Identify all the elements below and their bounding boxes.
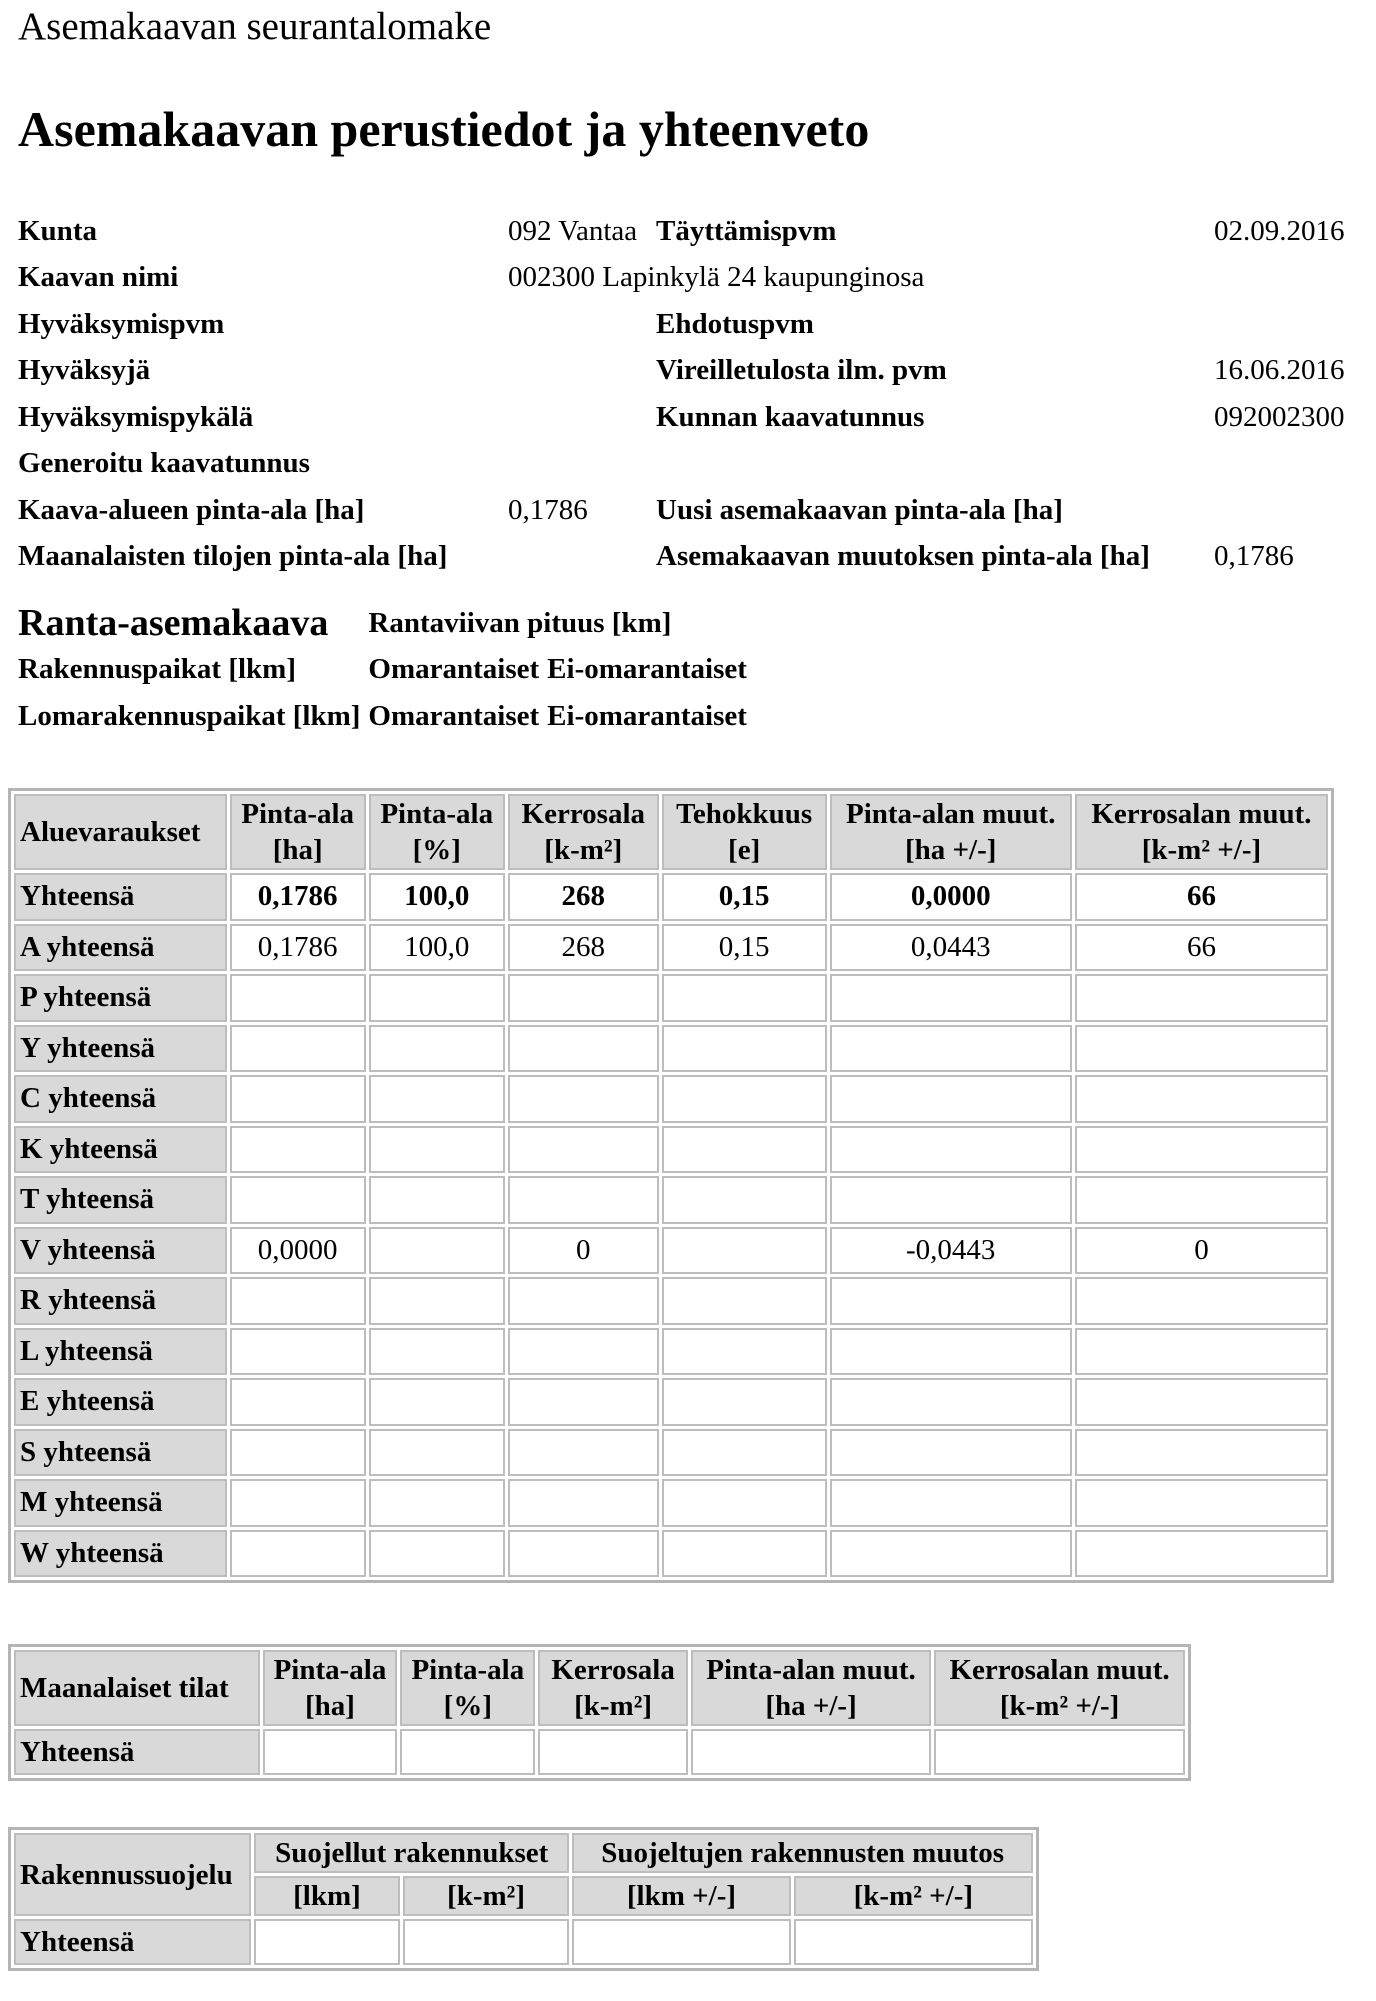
table-cell xyxy=(662,1530,827,1578)
table-cell xyxy=(794,1919,1033,1965)
hyvaksymispvm-label: Hyväksymispvm xyxy=(18,307,225,340)
table-cell xyxy=(369,1429,505,1477)
table-cell xyxy=(662,1378,827,1426)
row-label: E yhteensä xyxy=(14,1378,227,1426)
rakennuspaikat-label: Rakennuspaikat [lkm] xyxy=(18,653,296,686)
table-cell xyxy=(662,1277,827,1325)
kaavan-nimi-value: 002300 Lapinkylä 24 kaupunginosa xyxy=(508,261,925,294)
table-cell xyxy=(830,1277,1072,1325)
table-cell xyxy=(1075,1025,1328,1073)
table-cell xyxy=(508,1025,659,1073)
column-header xyxy=(934,1650,1185,1726)
column-header xyxy=(508,794,659,870)
header-line: Pinta-ala xyxy=(273,1654,387,1686)
maanalaiset-body xyxy=(14,1729,1185,1775)
table-cell xyxy=(369,1075,505,1123)
header-unit: [%] xyxy=(412,834,461,866)
ranta-row xyxy=(14,600,751,647)
row-label: C yhteensä xyxy=(14,1075,227,1123)
table-cell xyxy=(1075,1378,1328,1426)
table-cell xyxy=(830,1479,1072,1527)
lomarakennuspaikat-label: Lomarakennuspaikat [lkm] xyxy=(18,699,361,732)
row-label: S yhteensä xyxy=(14,1429,227,1477)
taytt-value: 02.09.2016 xyxy=(1214,214,1345,247)
table-cell xyxy=(230,1479,366,1527)
hyvaksyja-value xyxy=(504,348,652,395)
table-cell xyxy=(230,1176,366,1224)
table-cell xyxy=(830,1328,1072,1376)
table-cell: 0,15 xyxy=(662,924,827,972)
table-cell xyxy=(662,1429,827,1477)
kaava-ala-value: 0,1786 xyxy=(508,493,588,526)
header-unit: [ha] xyxy=(272,834,323,866)
row-label: R yhteensä xyxy=(14,1277,227,1325)
table-row xyxy=(14,1277,1328,1325)
kunnan-tunnus-value: 092002300 xyxy=(1214,400,1345,433)
table-cell xyxy=(1075,1126,1328,1174)
table-cell xyxy=(230,1328,366,1376)
table-cell xyxy=(572,1919,790,1965)
table-cell xyxy=(830,1126,1072,1174)
kunta-value: 092 Vantaa xyxy=(508,214,638,247)
aluevaraukset-table xyxy=(8,788,1334,1583)
row-label: Yhteensä xyxy=(14,1919,251,1965)
table-cell: -0,0443 xyxy=(830,1227,1072,1275)
ranta-row xyxy=(14,693,751,740)
table-cell xyxy=(369,1328,505,1376)
table-cell xyxy=(830,1378,1072,1426)
header-line: Pinta-alan muut. xyxy=(706,1654,916,1686)
column-header: [lkm] xyxy=(254,1876,400,1916)
table-header-row xyxy=(14,794,1328,870)
table-cell: 0 xyxy=(508,1227,659,1275)
table-cell xyxy=(369,1176,505,1224)
table-cell xyxy=(369,1126,505,1174)
table-cell xyxy=(934,1729,1185,1775)
table-cell: 0,0000 xyxy=(230,1227,366,1275)
table-cell xyxy=(830,1025,1072,1073)
ei-omarantaiset-label: Ei-omarantaiset xyxy=(547,653,747,686)
table-cell xyxy=(369,1227,505,1275)
generoitu-value xyxy=(504,441,1356,488)
table-cell xyxy=(400,1729,535,1775)
table-row xyxy=(14,1126,1328,1174)
column-header: [k-m²] xyxy=(403,1876,569,1916)
table-row xyxy=(14,1075,1328,1123)
table-cell xyxy=(691,1729,931,1775)
table-cell: 0,1786 xyxy=(230,873,366,921)
table-cell xyxy=(1075,1328,1328,1376)
table-cell: 0,0000 xyxy=(830,873,1072,921)
column-header xyxy=(230,794,366,870)
table-cell: 268 xyxy=(508,873,659,921)
generoitu-label: Generoitu kaavatunnus xyxy=(18,447,310,480)
header-line: Pinta-ala xyxy=(411,1654,525,1686)
row-label: T yhteensä xyxy=(14,1176,227,1224)
table-row xyxy=(14,873,1328,921)
header-line: Kerrosalan muut. xyxy=(949,1654,1170,1686)
table-cell xyxy=(508,1429,659,1477)
row-label: Yhteensä xyxy=(14,1729,260,1775)
table-cell xyxy=(1075,1277,1328,1325)
column-header xyxy=(691,1650,931,1726)
table-cell xyxy=(230,1378,366,1426)
header-unit: [%] xyxy=(443,1690,492,1722)
table-cell xyxy=(662,1126,827,1174)
column-header xyxy=(662,794,827,870)
header-unit: [k-m²] xyxy=(544,834,623,866)
table-cell xyxy=(538,1729,688,1775)
omarantaiset-label: Omarantaiset xyxy=(368,653,540,686)
main-heading: Asemakaavan perustiedot ja yhteenveto xyxy=(18,101,870,157)
table-cell: 66 xyxy=(1075,873,1328,921)
info-row xyxy=(14,394,1356,441)
table-cell xyxy=(830,1176,1072,1224)
table-cell xyxy=(230,974,366,1022)
table-cell xyxy=(508,974,659,1022)
table-row xyxy=(14,1025,1328,1073)
header-line: Kerrosalan muut. xyxy=(1091,798,1312,830)
pykala-label: Hyväksymispykälä xyxy=(18,400,254,433)
table-cell xyxy=(1075,1075,1328,1123)
maanalaiset-table xyxy=(8,1644,1191,1781)
header-unit: [k-m²] xyxy=(574,1690,653,1722)
row-label: Yhteensä xyxy=(14,873,227,921)
basic-info-table xyxy=(14,208,1356,580)
suojeltujen-muutos-header: Suojeltujen rakennusten muutos xyxy=(572,1833,1033,1873)
ranta-title: Ranta-asemakaava xyxy=(18,602,329,645)
row-label: L yhteensä xyxy=(14,1328,227,1376)
header-line: Kerrosala xyxy=(521,798,646,830)
table-cell: 100,0 xyxy=(369,924,505,972)
ei-omarantaiset-label: Ei-omarantaiset xyxy=(547,699,747,732)
kunta-label: Kunta xyxy=(18,214,97,247)
column-header xyxy=(830,794,1072,870)
table-cell xyxy=(662,1328,827,1376)
table-row xyxy=(14,1919,1033,1965)
row-label: M yhteensä xyxy=(14,1479,227,1527)
aluevaraukset-header: Aluevaraukset xyxy=(14,794,227,870)
table-cell xyxy=(230,1075,366,1123)
table-cell: 66 xyxy=(1075,924,1328,972)
header-line: Kerrosala xyxy=(551,1654,675,1686)
header-line: Pinta-ala xyxy=(241,798,355,830)
table-row xyxy=(14,1176,1328,1224)
info-row xyxy=(14,208,1356,255)
table-cell: 100,0 xyxy=(369,873,505,921)
rakennussuojelu-body xyxy=(14,1919,1033,1965)
table-cell xyxy=(230,1025,366,1073)
aluevaraukset-body xyxy=(14,873,1328,1577)
table-cell xyxy=(662,1075,827,1123)
table-cell: 0 xyxy=(1075,1227,1328,1275)
maanalaiset-header: Maanalaiset tilat xyxy=(14,1650,260,1726)
form-title: Asemakaavan seurantalomake xyxy=(18,5,492,48)
table-cell: 268 xyxy=(508,924,659,972)
table-cell xyxy=(369,1025,505,1073)
ranta-table xyxy=(14,600,751,740)
header-line: Pinta-alan muut. xyxy=(845,798,1056,830)
table-cell xyxy=(369,1479,505,1527)
info-row xyxy=(14,255,1356,302)
info-row xyxy=(14,534,1356,581)
table-cell xyxy=(662,1227,827,1275)
table-cell xyxy=(662,1479,827,1527)
row-label: W yhteensä xyxy=(14,1530,227,1578)
table-row xyxy=(14,1530,1328,1578)
hyvaksymispvm-value xyxy=(504,301,652,348)
column-header xyxy=(400,1650,535,1726)
table-cell xyxy=(662,1176,827,1224)
info-row xyxy=(14,348,1356,395)
header-unit: [k-m² +/-] xyxy=(1141,834,1262,866)
hyvaksyja-label: Hyväksyjä xyxy=(18,354,151,387)
table-cell xyxy=(403,1919,569,1965)
info-row xyxy=(14,441,1356,488)
table-cell xyxy=(1075,1479,1328,1527)
column-header xyxy=(1075,794,1328,870)
info-row xyxy=(14,301,1356,348)
table-cell xyxy=(369,974,505,1022)
table-cell xyxy=(508,1126,659,1174)
header-unit: [ha +/-] xyxy=(765,1690,857,1722)
table-header-row xyxy=(14,1650,1185,1726)
table-cell: 0,15 xyxy=(662,873,827,921)
muutoksen-label: Asemakaavan muutoksen pinta-ala [ha] xyxy=(656,540,1150,573)
table-cell xyxy=(230,1126,366,1174)
taytt-label: Täyttämispvm xyxy=(656,214,837,247)
table-cell xyxy=(830,1075,1072,1123)
muutoksen-value: 0,1786 xyxy=(1214,540,1294,573)
table-header-row xyxy=(14,1833,1033,1873)
uusi-ala-value xyxy=(1210,487,1356,534)
table-cell xyxy=(508,1530,659,1578)
table-cell xyxy=(1075,974,1328,1022)
table-cell xyxy=(508,1378,659,1426)
table-cell xyxy=(662,1025,827,1073)
kunnan-tunnus-label: Kunnan kaavatunnus xyxy=(656,400,925,433)
rantaviiva-label: Rantaviivan pituus [km] xyxy=(368,606,672,639)
header-line: Pinta-ala xyxy=(380,798,494,830)
table-row xyxy=(14,1479,1328,1527)
table-cell xyxy=(830,1429,1072,1477)
row-label: K yhteensä xyxy=(14,1126,227,1174)
table-cell xyxy=(508,1277,659,1325)
table-cell xyxy=(230,1530,366,1578)
ehdotuspvm-value xyxy=(1210,301,1356,348)
vireille-value: 16.06.2016 xyxy=(1214,354,1345,387)
table-cell: 0,1786 xyxy=(230,924,366,972)
row-label: V yhteensä xyxy=(14,1227,227,1275)
uusi-ala-label: Uusi asemakaavan pinta-ala [ha] xyxy=(656,493,1063,526)
row-label: Y yhteensä xyxy=(14,1025,227,1073)
table-cell xyxy=(1075,1429,1328,1477)
rakennussuojelu-header: Rakennussuojelu xyxy=(14,1833,251,1916)
column-header xyxy=(263,1650,398,1726)
column-header xyxy=(538,1650,688,1726)
table-cell xyxy=(830,1530,1072,1578)
ranta-row xyxy=(14,647,751,694)
table-cell xyxy=(508,1328,659,1376)
column-header xyxy=(369,794,505,870)
table-cell xyxy=(508,1176,659,1224)
header-line: Tehokkuus xyxy=(676,798,813,830)
column-header: [k-m² +/-] xyxy=(794,1876,1033,1916)
table-cell xyxy=(662,974,827,1022)
column-header: [lkm +/-] xyxy=(572,1876,790,1916)
pykala-value xyxy=(504,394,652,441)
row-label: A yhteensä xyxy=(14,924,227,972)
table-cell xyxy=(830,974,1072,1022)
table-cell xyxy=(369,1378,505,1426)
table-row xyxy=(14,974,1328,1022)
suojellut-header: Suojellut rakennukset xyxy=(254,1833,569,1873)
table-cell: 0,0443 xyxy=(830,924,1072,972)
table-cell xyxy=(254,1919,400,1965)
header-unit: [ha] xyxy=(304,1690,355,1722)
vireille-label: Vireilletulosta ilm. pvm xyxy=(656,354,947,387)
kaava-ala-label: Kaava-alueen pinta-ala [ha] xyxy=(18,493,365,526)
table-cell xyxy=(263,1729,398,1775)
table-row xyxy=(14,1328,1328,1376)
rakennussuojelu-table xyxy=(8,1827,1039,1971)
table-cell xyxy=(369,1277,505,1325)
table-cell xyxy=(1075,1176,1328,1224)
table-cell xyxy=(508,1479,659,1527)
omarantaiset-label: Omarantaiset xyxy=(368,699,540,732)
table-row xyxy=(14,1227,1328,1275)
kaavan-nimi-label: Kaavan nimi xyxy=(18,261,179,294)
table-cell xyxy=(230,1277,366,1325)
ehdotuspvm-label: Ehdotuspvm xyxy=(656,307,814,340)
table-row xyxy=(14,1378,1328,1426)
table-row xyxy=(14,1429,1328,1477)
info-row xyxy=(14,487,1356,534)
header-unit: [k-m² +/-] xyxy=(999,1690,1120,1722)
maanalaisten-label: Maanalaisten tilojen pinta-ala [ha] xyxy=(18,540,448,573)
table-cell xyxy=(230,1429,366,1477)
table-cell xyxy=(369,1530,505,1578)
header-unit: [ha +/-] xyxy=(905,834,997,866)
row-label: P yhteensä xyxy=(14,974,227,1022)
table-cell xyxy=(508,1075,659,1123)
table-row xyxy=(14,924,1328,972)
table-cell xyxy=(1075,1530,1328,1578)
table-row xyxy=(14,1729,1185,1775)
header-unit: [e] xyxy=(728,834,761,866)
